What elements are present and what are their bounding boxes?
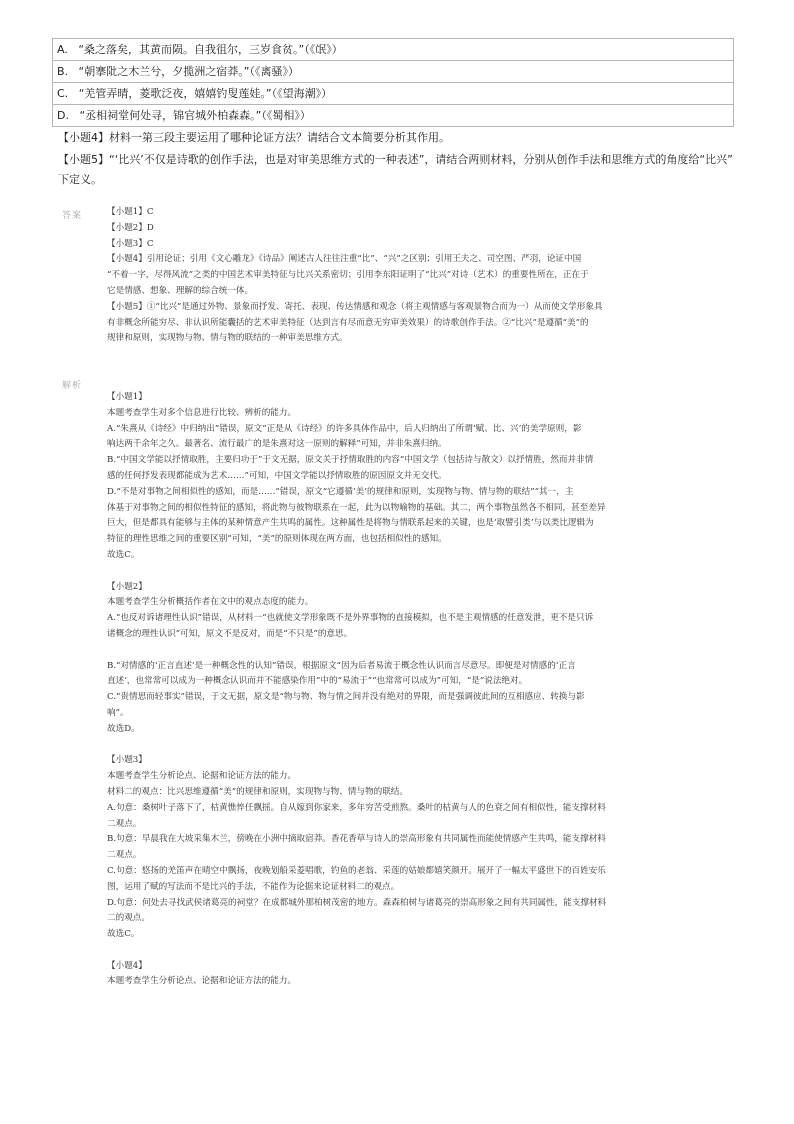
answer-line: 有非概念所能穷尽、非认识所能囊括的艺术审美特征（达到言有尽而意无穷审美效果）的诗歌创作手法。②“比兴”是遵循“美”的 — [107, 317, 589, 328]
analysis-line: A.“也反对诉诸理性认识”错误，从材料一“也就使文学形象既不是外界事物的直接模拟，也不是主观情感的任意发泄，更不是只诉 — [107, 613, 594, 624]
analysis-line: 材料二的观点：比兴思维遵循“美”的规律和原则，实现物与物、情与物的联结。 — [107, 786, 408, 797]
analysis-line: D.“不是对事物之间相似性的感知，而是……”错误，原文“它遵循‘美’的规律和原则，实现物与物、情与物的联结”“其一，主 — [107, 486, 574, 497]
analysis-line: 【小题1】 — [107, 392, 147, 402]
analysis-line: 特征的理性思维之间的重要区别”可知，“美”的原则体现在两方面，也包括相似性的感知。 — [107, 534, 447, 545]
question-5-line1: 【小题5】“‘比兴’不仅是诗歌的创作手法，也是对审美思维方式的一种表述”，请结合两则材料，分别从创作手法和思维方式的角度给“比兴” — [58, 153, 733, 166]
analysis-line: 响达两千余年之久。最著名、流行最广的是朱熹对这一原则的解释”可知，并非朱熹归纳。 — [107, 439, 447, 450]
analysis-line: 【小题4】 — [107, 960, 147, 971]
analysis-line — [107, 564, 722, 580]
analysis-line: B.“中国文学能以抒情取胜，主要归功于”于文无据，原文关于抒情取胜的内容“中国文学（包括诗与散文）以抒情胜，然而并非情 — [107, 455, 594, 466]
analysis-line: A.“朱熹从《诗经》中归纳出”错误，原文“正是从《诗经》的许多具体作品中，后人归纳出了所谓‘赋、比、兴’的美学原则，影 — [107, 423, 582, 434]
answer-block — [107, 205, 722, 347]
analysis-line: A.句意：桑树叶子落下了，枯黄憔悴任飘摇。自从嫁到你家来，多年穷苦受煎熬。桑叶的枯黄与人的色衰之间有相似性，能支撑材料 — [107, 802, 606, 813]
option-b: B. “朝搴阰之木兰兮，夕揽洲之宿莽。”（《离骚》） — [53, 61, 734, 83]
analysis-line: C.句意：悠扬的羌笛声在晴空中飘扬，夜晚划船采菱唱歌，钓鱼的老翁、采莲的姑娘都嬉笑颜开。展开了一幅太平盛世下的百姓安乐 — [107, 865, 606, 876]
answer-line: 它是情感、想象、理解的综合统一体。 — [107, 285, 254, 296]
analysis-line — [107, 643, 722, 659]
option-a: A. “桑之落矣，其黄而陨。自我徂尔，三岁食贫。”（《氓》） — [53, 39, 734, 61]
analysis-line: 本题考查学生分析论点、论据和论证方法的能力。 — [107, 976, 297, 987]
option-row-c — [53, 83, 734, 105]
analysis-line: 本题考查学生对多个信息进行比较、辨析的能力。 — [107, 407, 297, 418]
analysis-line: 图，运用了赋的写法而不是比兴的手法，不能作为论据来论证材料二的观点。 — [107, 881, 400, 892]
analysis-line: D.句意：何处去寻找武侯诸葛亮的祠堂？在成都城外那柏树茂密的地方。森森柏树与诸葛亮的崇高形象之间有共同属性，能支撑材料 — [107, 897, 607, 908]
analysis-line: 巨大，但是都具有能够与主体的某种情意产生共鸣的属性。这种属性是将物与情联系起来的关键，也是‘取譬引类’与以类比逻辑为 — [107, 518, 594, 529]
analysis-line: 本题考查学生分析论点、论据和论证方法的能力。 — [107, 771, 297, 782]
options-table — [52, 38, 734, 127]
analysis-line: 二观点。 — [107, 818, 142, 829]
analysis-line: 诸概念的理性认识”可知，原文不是反对，而是“不只是”的意思。 — [107, 628, 353, 639]
analysis-line: 故选C。 — [107, 929, 140, 940]
answer-line: 【小题2】D — [107, 222, 154, 233]
answer-line: 【小题5】①“比兴”是通过外物、景象而抒发、寄托、表现、传达情感和观念（将主观情感与客观景物合而为一）从而使文学形象具 — [107, 301, 603, 312]
analysis-line: 二观点。 — [107, 850, 142, 861]
option-c: C. “羌管弄晴，菱歌泛夜，嬉嬉钓叟莲娃。”（《望海潮》） — [53, 83, 734, 105]
analysis-line: 感的任何抒发表现都能成为艺术……”可知，中国文学能以抒情取胜的原因原文并无交代。 — [107, 470, 447, 481]
option-row-b — [53, 61, 734, 83]
question-4: 【小题4】材料一第三段主要运用了哪种论证方法？请结合文本简要分析其作用。 — [58, 131, 450, 144]
analysis-line: C.“贵情思而轻事实”错误，于文无据，原文是“物与物、物与情之间并没有绝对的界限，而是强调彼此间的互相感应、转换与影 — [107, 692, 585, 703]
analysis-line: B.句意：早晨我在大坡采集木兰，傍晚在小洲中摘取宿莽。香花香草与诗人的崇高形象有共同属性而能使情感产生共鸣，能支撑材料 — [107, 834, 606, 845]
analysis-block — [107, 390, 722, 990]
answer-line: 【小题3】C — [107, 238, 154, 249]
analysis-line: 响”。 — [107, 707, 129, 718]
analysis-line — [107, 738, 722, 754]
analysis-line — [107, 943, 722, 959]
analysis-line: B.“对情感的‘正言直述’是一种概念性的认知”错误，根据原文“因为后者易流于概念性认识而言尽意尽。即便是对情感的‘正言 — [107, 660, 576, 671]
option-row-d — [53, 105, 734, 127]
analysis-line: 二的观点。 — [107, 913, 150, 924]
answer-line: 规律和原则，实现物与物、情与物的联结的一种审美思维方式。 — [107, 333, 348, 344]
analysis-line: 体基于对事物之间的相似性特征的感知，将此物与彼物联系在一起，此为以物喻物的基础。其二，两个事物虽然各不相同，甚至差异 — [107, 502, 606, 513]
answer-line: “不着一字，尽得风流”之类的中国艺术审美特征与比兴关系密切；引用李东阳证明了“比兴”对诗（艺术）的重要性所在，正在于 — [107, 270, 589, 281]
answer-line: 【小题1】C — [107, 207, 154, 217]
analysis-line: 本题考查学生分析概括作者在文中的观点态度的能力。 — [107, 597, 314, 608]
option-row-a — [53, 39, 734, 61]
question-5-line2: 下定义。 — [58, 173, 102, 186]
analysis-label: 解析 — [62, 381, 83, 391]
answer-line: 【小题4】引用论证；引用《文心雕龙》《诗品》阐述古人往往注重“比”、“兴”之区别；引用王夫之、司空图、严羽，论证中国 — [107, 254, 582, 265]
analysis-line: 直述’，也常常可以成为一种概念认识而并不能感染作用”中的“易流于”“也常常可以成为”可知，“是”说法绝对。 — [107, 676, 528, 687]
analysis-line: 故选C。 — [107, 549, 140, 560]
answer-label: 答案 — [62, 211, 83, 221]
analysis-line: 【小题3】 — [107, 755, 147, 766]
analysis-line: 故选D。 — [107, 723, 140, 734]
option-d: D. “丞相祠堂何处寻，锦官城外柏森森。”（《蜀相》） — [53, 105, 734, 127]
analysis-line: 【小题2】 — [107, 581, 147, 592]
